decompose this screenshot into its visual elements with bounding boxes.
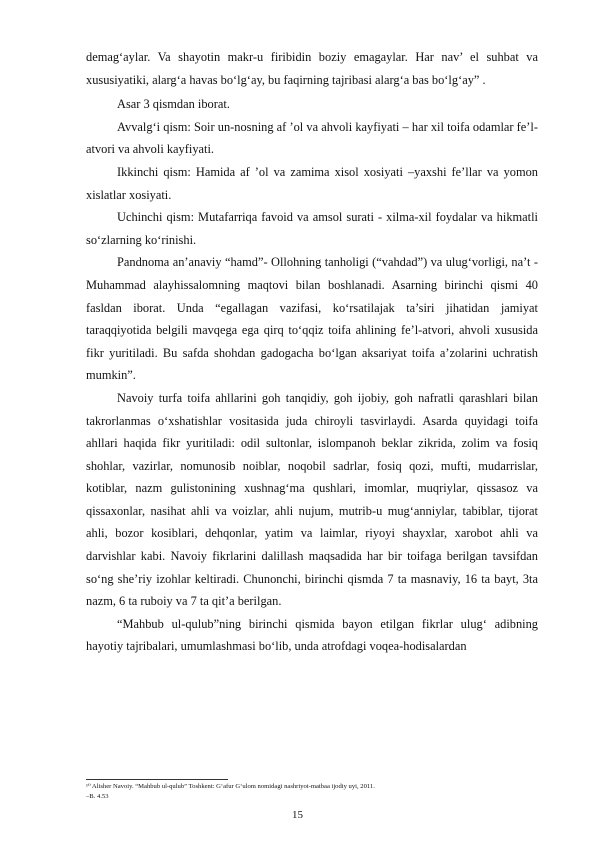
paragraph-pandnoma: Pandnoma an’anaviy “hamd”- Ollohning tanholigi (“vahdad”) va ulug‘vorligi, na’t - Muhammad alayhissalomning maqtovi bilan boshlanadi. Asarning birinchi qismi 40 fasldan iborat. Unda “egallagan vazifasi, ko‘rsatilajak ta’siri jihatidan jamiyat taraqqiyotida belgili mavqega ega qirq to‘qqiz toifa ahlining fe’l-atvori, ahvoli xususida fikr yuritiladi. Bu safda shohdan gadogacha bo‘lgan aksariyat toifa a’zolarini uchratish mumkin”. xyxy=(86,255,538,383)
paragraph-continuation: demag‘aylar. Va shayotin makr-u firibidin boziy emagaylar. Har nav’ el suhbat va xususiyatiki, alarg‘a havas bo‘lg‘ay, bu faqirning tajribasi alarg‘a bas bo‘lg‘ay” . xyxy=(86,50,538,87)
paragraph-mahbub-first-part: “Mahbub ul-qulub”ning birinchi qismida bayon etilgan fikrlar ulug‘ adibning hayotiy tajribalari, umumlashmasi bo‘lib, unda atrofdagi voqea-hodisalardan xyxy=(86,616,538,654)
footnote-page-ref: –B. 4.53 xyxy=(86,793,109,800)
footnote-divider xyxy=(86,779,228,780)
page-number: 15 xyxy=(292,809,303,821)
footnote xyxy=(86,782,538,802)
paragraph-navoiy-groups: Navoiy turfa toifa ahllarini goh tanqidiy, goh ijobiy, goh nafratli qarashlari bilan takrorlanmas o‘xshatishlar vositasida juda chiroyli tasvirlaydi. Asarda quyidagi toifa ahllari haqida fikr yuritiladi: odil sultonlar, islompanoh beklar zikrida, zolim va fosiq shohlar, vazirlar, nomunosib noiblar, noqobil sadrlar, fosiq qozi, mufti, mudarrislar, kotiblar, nazm gulistonining xushnag‘ma qushlari, imomlar, muqriylar, qissasoz va qissaxonlar, nasihat ahli va voizlar, ahli nujum, mutrib-u mug‘anniylar, tabiblar, tijorat ahli, bozor kosiblari, dehqonlar, yatim va laimlar, riyoyi shayxlar, xarobot ahli va darvishlar kabi. Navoiy fikrlarini dalillash maqsadida har bir toifaga berilgan tavsifdan so‘ng she’riy izohlar keltiradi. Chunonchi, birinchi qismda 7 ta masnaviy, 16 ta bayt, 3ta nazm, 6 ta ruboiy va 7 ta qit’a berilgan. xyxy=(86,390,538,609)
paragraph-parts-intro: Asar 3 qismdan iborat. xyxy=(117,97,230,112)
paragraph-part-two: Ikkinchi qism: Hamida af ’ol va zamima xisol xosiyati –yaxshi fe’llar va yomon xislatlar xosiyati. xyxy=(86,164,538,202)
footnote-citation: ¹⁰ Alisher Navoiy. “Mahbub ul-qulub” Toshkent: G‘afur G‘ulom nomidagi nashriyot-matbaa ijodiy uyi, 2011. xyxy=(86,783,375,790)
paragraph-part-three: Uchinchi qism: Mutafarriqa favoid va amsol surati - xilma-xil foydalar va hikmatli so‘zlarning ko‘rinishi. xyxy=(86,210,538,247)
paragraph-part-one: Avvalg‘i qism: Soir un-nosning af ’ol va ahvoli kayfiyati – har xil toifa odamlar fe’l-atvori va ahvoli kayfiyati. xyxy=(86,119,538,157)
body-text xyxy=(86,46,538,658)
